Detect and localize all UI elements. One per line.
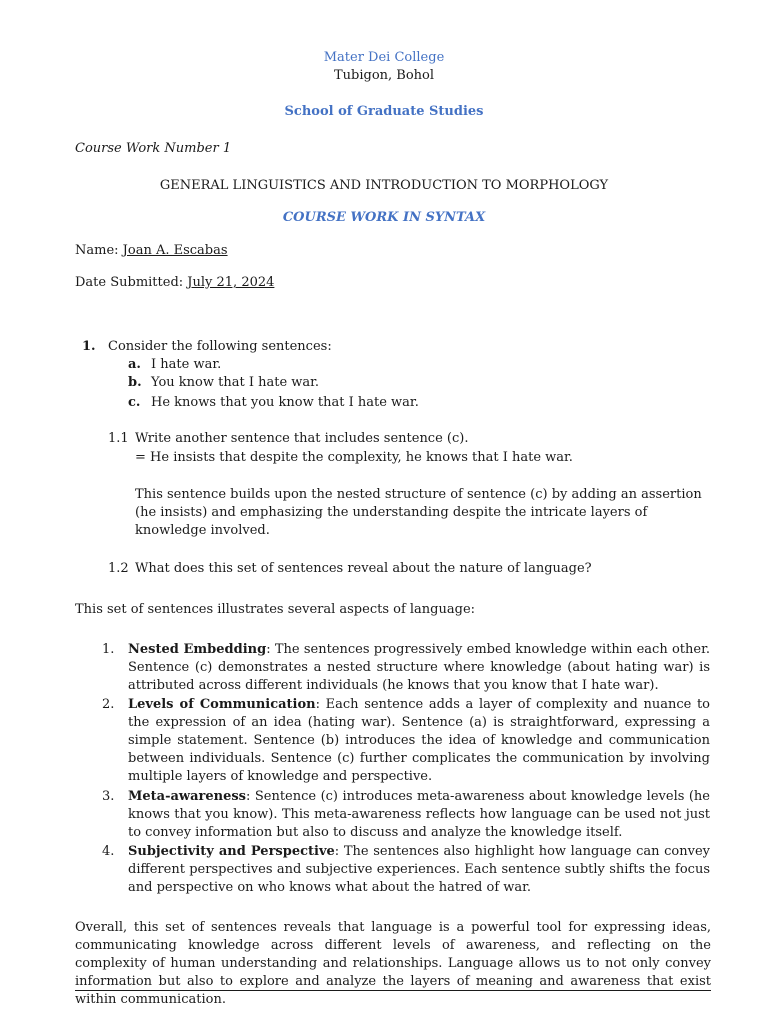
name-label: Name:	[75, 243, 123, 258]
point-meta-awareness	[128, 788, 710, 842]
point-number: 1.	[102, 642, 115, 657]
date-submitted-line	[75, 274, 274, 292]
sentence-text: I hate war.	[151, 357, 222, 372]
point-term: Nested Embedding	[128, 642, 267, 657]
date-submitted: July 21, 2024	[187, 275, 275, 290]
point-term: Subjectivity and Perspective	[128, 844, 335, 859]
sentence-text: You know that I hate war.	[151, 375, 320, 390]
sentence-letter: a.	[128, 357, 141, 372]
point-number: 2.	[102, 697, 115, 712]
question-1-2-prompt: What does this set of sentences reveal about the nature of language?	[135, 561, 592, 576]
course-work-number: Course Work Number 1	[75, 141, 232, 156]
sentence-text: He knows that you know that I hate war.	[151, 395, 419, 410]
conclusion-paragraph: Overall, this set of sentences reveals that language is a powerful tool for expressing ideas, communicating knowledge across different levels of awareness, and reflecting on the complexity of human understanding and relationships. Language allows us to not only convey information but also to explore and analyze the layers of meaning and awareness that exist within communication.	[75, 920, 711, 1007]
point-term: Levels of Communication	[128, 697, 316, 712]
topic-title: COURSE WORK IN SYNTAX	[282, 210, 486, 225]
question-1-number: 1.	[82, 339, 96, 354]
college-name: Mater Dei College	[323, 50, 445, 65]
point-levels-of-communication	[128, 696, 710, 786]
subject-title: GENERAL LINGUISTICS AND INTRODUCTION TO MORPHOLOGY	[159, 178, 609, 193]
point-text: : The sentences progressively embed knowledge within each other. Sentence (c) demonstrates a nested structure where knowledge (about hating war) is attributed across different individuals (he knows that you know that I hate war).	[128, 642, 710, 693]
question-1-prompt: Consider the following sentences:	[108, 339, 332, 354]
answer-intro: This set of sentences illustrates several aspects of language:	[75, 602, 476, 617]
bottom-rule	[75, 990, 711, 991]
student-name: Joan A. Escabas	[122, 243, 228, 258]
point-text: : Each sentence adds a layer of complexity and nuance to the expression of an idea (hating war). Sentence (a) is straightforward, expressing a simple statement. Sentence (b) introduces the idea of knowledge and communication between individuals. Sentence (c) further complicates the communication by involving multiple layers of knowledge and perspective.	[128, 697, 710, 784]
point-text: : Sentence (c) introduces meta-awareness about knowledge levels (he knows that you know). This meta-awareness reflects how language can be used not just to convey information but also to discuss and analyze the knowledge itself.	[128, 789, 710, 840]
college-location: Tubigon, Bohol	[333, 68, 435, 83]
point-subjectivity-and-perspective	[128, 843, 710, 897]
question-1-1-answer: = He insists that despite the complexity, he knows that I hate war.	[135, 450, 573, 465]
point-text: : The sentences also highlight how language can convey different perspectives and subjective experiences. Each sentence subtly shifts the focus and perspective on who knows what about the hatred of war.	[128, 844, 710, 895]
student-name-line	[75, 242, 228, 260]
point-nested-embedding	[128, 641, 710, 695]
date-label: Date Submitted:	[75, 275, 188, 290]
sentence-letter: c.	[128, 395, 141, 410]
point-number: 3.	[102, 789, 115, 804]
point-number: 4.	[102, 844, 115, 859]
question-1-1-number: 1.1	[108, 431, 129, 446]
school-name: School of Graduate Studies	[284, 104, 484, 119]
question-1-2-number: 1.2	[108, 561, 129, 576]
sentence-letter: b.	[128, 375, 142, 390]
question-1-1-explanation: This sentence builds upon the nested structure of sentence (c) by adding an assertion (he insists) and emphasizing the understanding despite the intricate layers of knowledge involved.	[135, 487, 702, 538]
point-term: Meta-awareness	[128, 789, 247, 804]
question-1-1-prompt: Write another sentence that includes sentence (c).	[135, 431, 469, 446]
